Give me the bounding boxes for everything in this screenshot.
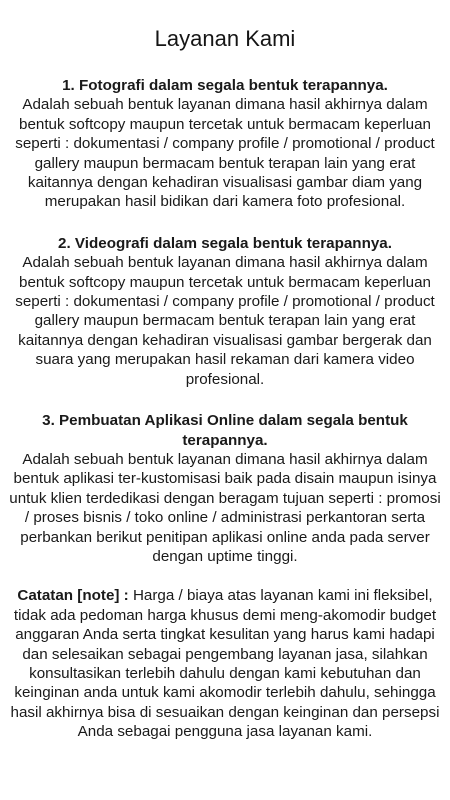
- service-description: Adalah sebuah bentuk layanan dimana hasil akhirnya dalam bentuk softcopy maupun tercetak untuk bermacam keperluan seperti : dokumentasi / company profile / promotional / product gallery maupun bermacam bentuk terapan lain yang erat kaitannya dengan kehadiran visualisasi gambar diam yang merupakan hasil bidikan dari kamera foto profesional.: [15, 96, 435, 211]
- service-heading: 3. Pembuatan Aplikasi Online dalam segala bentuk terapannya.: [42, 412, 408, 449]
- service-item-online-apps: [6, 411, 444, 566]
- service-heading: 1. Fotografi dalam segala bentuk terapannya.: [62, 77, 388, 94]
- service-description: Adalah sebuah bentuk layanan dimana hasil akhirnya dalam bentuk aplikasi ter-kustomisasi baik pada disain maupun isinya untuk klien terdedikasi dengan beragam tujuan seperti : promosi / proses bisnis / toko online / administrasi perkantoran serta perbankan berikut penitipan aplikasi online anda pada server dengan uptime tinggi.: [9, 450, 441, 565]
- service-item-photography: [6, 76, 444, 212]
- service-item-videography: [6, 234, 444, 389]
- note-text: Harga / biaya atas layanan kami ini fleksibel, tidak ada pedoman harga khusus demi meng-akomodir budget anggaran Anda serta tingkat kesulitan yang harus kami hadapi dan selesaikan sebagai pengembang layanan jasa, silahkan konsultasikan terlebih dahulu dengan kami kebutuhan dan keinginan anda untuk kami akomodir terlebih dahulu, sehingga hasil akhirnya bisa di sesuaikan dengan keinginan dan persepsi Anda sebagai pengguna jasa layanan kami.: [10, 587, 440, 741]
- page-title: Layanan Kami: [154, 26, 296, 51]
- service-description: Adalah sebuah bentuk layanan dimana hasil akhirnya dalam bentuk softcopy maupun tercetak untuk bermacam keperluan seperti : dokumentasi / company profile / promotional / product gallery maupun bermacam bentuk terapan lain yang erat kaitannya dengan kehadiran visualisasi gambar bergerak dan suara yang merupakan hasil rekaman dari kamera video profesional.: [15, 254, 435, 388]
- pricing-note: [6, 586, 444, 741]
- service-heading: 2. Videografi dalam segala bentuk terapannya.: [58, 234, 392, 252]
- note-label: Catatan [note] :: [17, 587, 129, 605]
